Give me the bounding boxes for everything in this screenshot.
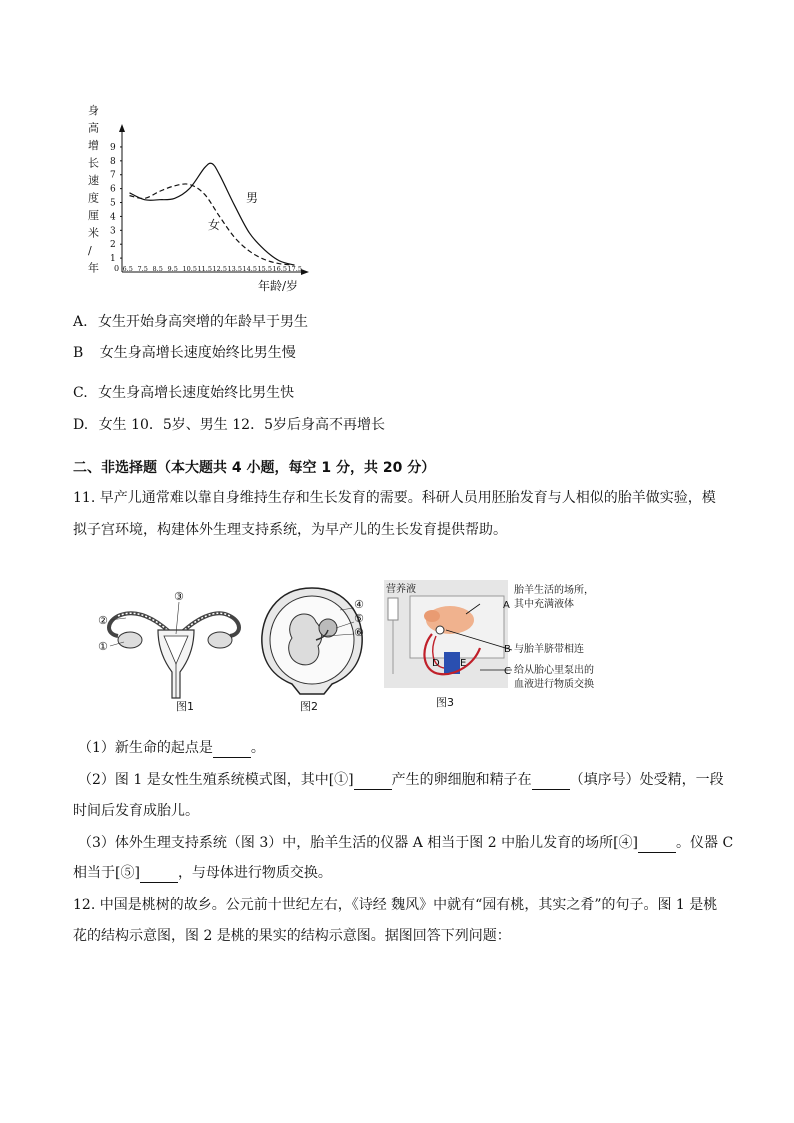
answer-blank[interactable] xyxy=(140,864,178,883)
y-axis-label-char: 米 xyxy=(88,226,99,240)
q11-sub3-line2: 相当于[⑤] ，与母体进行物质交换。 xyxy=(73,865,332,881)
y-axis-label-char: 增 xyxy=(88,139,99,152)
q11-line1: 11. 早产儿通常难以靠自身维持生存和生长发育的需要。科研人员用胚胎发育与人相似的胎羊做实验，模 xyxy=(73,490,716,506)
x-tick-label: 10.5 xyxy=(182,265,197,273)
option-letter: B xyxy=(73,345,84,361)
option-d[interactable] xyxy=(73,416,385,434)
fig3-label-a-note1: 胎羊生活的场所， xyxy=(514,585,594,596)
y-tick-label: 3 xyxy=(110,226,116,237)
y-tick-label: 4 xyxy=(110,212,116,223)
q12-line1: 12. 中国是桃树的故乡。公元前十世纪左右，《诗经 魏风》中就有“园有桃，其实之肴”的句子。图 1 是桃 xyxy=(73,897,718,913)
figure-3-support-system xyxy=(380,578,640,713)
fig3-label-a-note2: 其中充满液体 xyxy=(514,599,574,610)
option-letter: C. xyxy=(73,385,88,401)
x-tick-label: 12.5 xyxy=(212,265,227,273)
fig1-label-1: ① xyxy=(98,640,108,653)
option-b[interactable] xyxy=(73,344,296,362)
y-axis-label-char: 高 xyxy=(88,121,99,135)
fig3-label-a: A xyxy=(503,600,510,611)
y-tick-label: 2 xyxy=(110,240,116,251)
y-axis-arrow xyxy=(119,124,125,132)
y-axis-label-char: 长 xyxy=(88,156,99,170)
q12-line2: 花的结构示意图，图 2 是桃的果实的结构示意图。据图回答下列问题： xyxy=(73,928,511,944)
answer-blank[interactable] xyxy=(532,771,570,790)
series-line-boy xyxy=(130,163,295,265)
y-tick-label: 8 xyxy=(110,156,116,167)
option-c[interactable] xyxy=(73,384,294,402)
answer-blank[interactable] xyxy=(638,834,676,853)
y-axis-label-char: 厘 xyxy=(88,209,99,222)
answer-blank[interactable] xyxy=(213,739,251,758)
ovary-right xyxy=(208,632,232,648)
fig2-label-6: ⑥ xyxy=(354,626,364,639)
nutrient-bag xyxy=(388,598,398,620)
y-tick-label: 9 xyxy=(110,142,116,153)
option-text: 女生开始身高突增的年龄早于男生 xyxy=(98,314,309,330)
fig2-label-4: ④ xyxy=(354,598,364,611)
option-text: 女生 10．5岁、男生 12．5岁后身高不再增长 xyxy=(98,417,385,433)
y-axis-label-char: 度 xyxy=(88,191,99,205)
y-axis-label-char: / xyxy=(88,244,92,257)
fig2-label-5: ⑤ xyxy=(354,612,364,625)
q11-sub1: （1）新生命的起点是 。 xyxy=(78,740,265,756)
option-text: 女生身高增长速度始终比男生慢 xyxy=(99,345,296,361)
fig3-caption: 图3 xyxy=(436,696,454,709)
x-tick-label: 13.5 xyxy=(227,265,242,273)
fig2-caption: 图2 xyxy=(300,700,318,713)
series-label-girl: 女 xyxy=(208,218,221,232)
height-growth-chart xyxy=(80,100,320,300)
figure-2-fetus-in-uterus xyxy=(256,584,376,714)
option-text: 女生身高增长速度始终比男生快 xyxy=(98,385,295,401)
y-tick-label: 1 xyxy=(110,254,116,265)
option-letter: A. xyxy=(73,314,88,330)
q11-sub2: （2）图 1 是女性生殖系统模式图，其中[①] 产生的卵细胞和精子在 （填序号）处受精，一段 xyxy=(78,772,724,788)
figure-1-reproductive-system xyxy=(96,588,246,713)
x-tick-label: 16.5 xyxy=(272,265,287,273)
fig3-label-c-note1: 给从胎心里泵出的 xyxy=(514,665,594,676)
fig1-caption: 图1 xyxy=(176,700,194,713)
fig3-nutrient-label: 营养液 xyxy=(386,584,416,595)
x-tick-label: 8.5 xyxy=(152,265,163,273)
option-a[interactable] xyxy=(73,313,308,331)
x-tick-label: 17.5 xyxy=(287,265,302,273)
q11-sub3: （3）体外生理支持系统（图 3）中，胎羊生活的仪器 A 相当于图 2 中胎儿发育的场所[④] 。仪器 C xyxy=(78,835,734,851)
fig1-label-3: ③ xyxy=(174,590,184,603)
x-tick-label: 6.5 xyxy=(122,265,133,273)
x-tick-label: 9.5 xyxy=(167,265,178,273)
x-tick-label: 15.5 xyxy=(257,265,272,273)
x-tick-label: 14.5 xyxy=(242,265,257,273)
fig3-label-d: D xyxy=(432,658,440,669)
y-axis-label xyxy=(88,104,99,275)
x-tick-label: 7.5 xyxy=(137,265,148,273)
option-letter: D. xyxy=(73,417,89,433)
fig1-label-2: ② xyxy=(98,614,108,627)
y-tick-label: 7 xyxy=(110,170,116,181)
y-axis-label-char: 速 xyxy=(88,174,99,187)
y-tick-label: 6 xyxy=(110,184,116,195)
fig3-label-c: C xyxy=(504,666,511,677)
y-axis-label-char: 年 xyxy=(88,261,99,275)
series-label-boy: 男 xyxy=(246,191,259,205)
x-tick-label: 11.5 xyxy=(197,265,212,273)
section-title: 二、非选择题（本大题共 4 小题，每空 1 分，共 20 分） xyxy=(73,460,436,476)
x-origin-label: 0 xyxy=(114,264,120,273)
fig3-label-c-note2: 血液进行物质交换 xyxy=(514,679,594,690)
y-tick-label: 5 xyxy=(110,198,116,209)
fig3-label-e: E xyxy=(460,658,467,669)
y-axis-label-char: 身 xyxy=(88,104,99,117)
placenta xyxy=(319,619,337,637)
fig3-label-b-note: 与胎羊脐带相连 xyxy=(514,644,584,655)
ovary-left xyxy=(118,632,142,648)
fig3-label-b: B xyxy=(504,644,511,655)
x-axis-label: 年龄/岁 xyxy=(258,279,299,293)
q11-sub2-line2: 时间后发育成胎儿。 xyxy=(73,803,199,819)
q11-line2: 拟子宫环境，构建体外生理支持系统，为早产儿的生长发育提供帮助。 xyxy=(73,522,507,538)
answer-blank[interactable] xyxy=(354,771,392,790)
x-axis-arrow xyxy=(301,269,309,275)
